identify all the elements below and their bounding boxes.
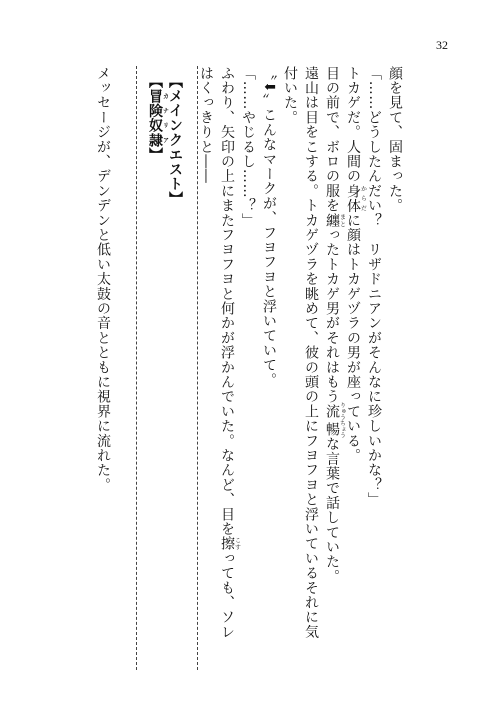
text-segment: な言葉で話していた。 xyxy=(324,436,340,584)
text-segment: こんなマークが、フヨフヨと浮いていて。 xyxy=(261,107,277,388)
text-column-5: 遠山は目をこする。トカゲヅラを眺めて、彼の頭の上にフヨフヨと浮いているそれに気 xyxy=(303,66,319,640)
text-segment: っても、ソレ xyxy=(219,551,235,640)
quest-name: 【冒険奴隷カナリア】 xyxy=(147,74,169,163)
text-column-10: はくっきりと―― xyxy=(198,66,214,184)
text-column-6: 付いた。 xyxy=(282,66,298,125)
closing-text: メッセージが、デンデンと低い太鼓の音とともに視界に流れた。 xyxy=(95,66,111,493)
text-column-8: 「……やじるし……？」 xyxy=(240,66,256,228)
text-column-4 xyxy=(325,66,345,584)
close-quote: 〟 xyxy=(261,93,277,108)
down-arrow-icon: ⬇ xyxy=(261,80,277,94)
text-column-3 xyxy=(346,66,366,463)
open-quote: 〝 xyxy=(261,66,277,81)
quest-box-left-rule xyxy=(136,66,137,670)
text-segment: 目の前で、ボロの服を xyxy=(324,66,340,213)
text-segment: ふわり、矢印の上にまたフヨフヨと何かが浮かんでいた。なんど、目を xyxy=(219,66,235,537)
ruby-body: 身体からだ xyxy=(345,183,367,214)
quest-box xyxy=(136,66,198,670)
text-segment: トカゲだ。人間の xyxy=(345,66,361,184)
ruby-kosu: 擦こす xyxy=(219,536,241,552)
page-number: 32 xyxy=(436,38,448,52)
text-column-1: 顔を見て、固まった。 xyxy=(387,66,403,213)
ruby-matou: 纏まと xyxy=(324,213,346,228)
text-column-9 xyxy=(220,66,240,639)
text-segment: に顔はトカゲヅラの男が座っている。 xyxy=(345,213,361,463)
text-segment: ったトカゲ男がそれはもう xyxy=(324,227,340,405)
quest-title: 【メインクエスト】 xyxy=(167,74,183,207)
ruby-ryuuchou: 流暢りゅうちょう xyxy=(324,402,346,439)
text-column-2: 「……どうしたんだい？ リザドニアンがそんなに珍しいかな？」 xyxy=(366,66,382,507)
quest-box-right-rule xyxy=(197,66,198,670)
text-column-7 xyxy=(262,66,276,387)
ruby-canary: 冒険奴隷カナリア xyxy=(147,88,169,148)
